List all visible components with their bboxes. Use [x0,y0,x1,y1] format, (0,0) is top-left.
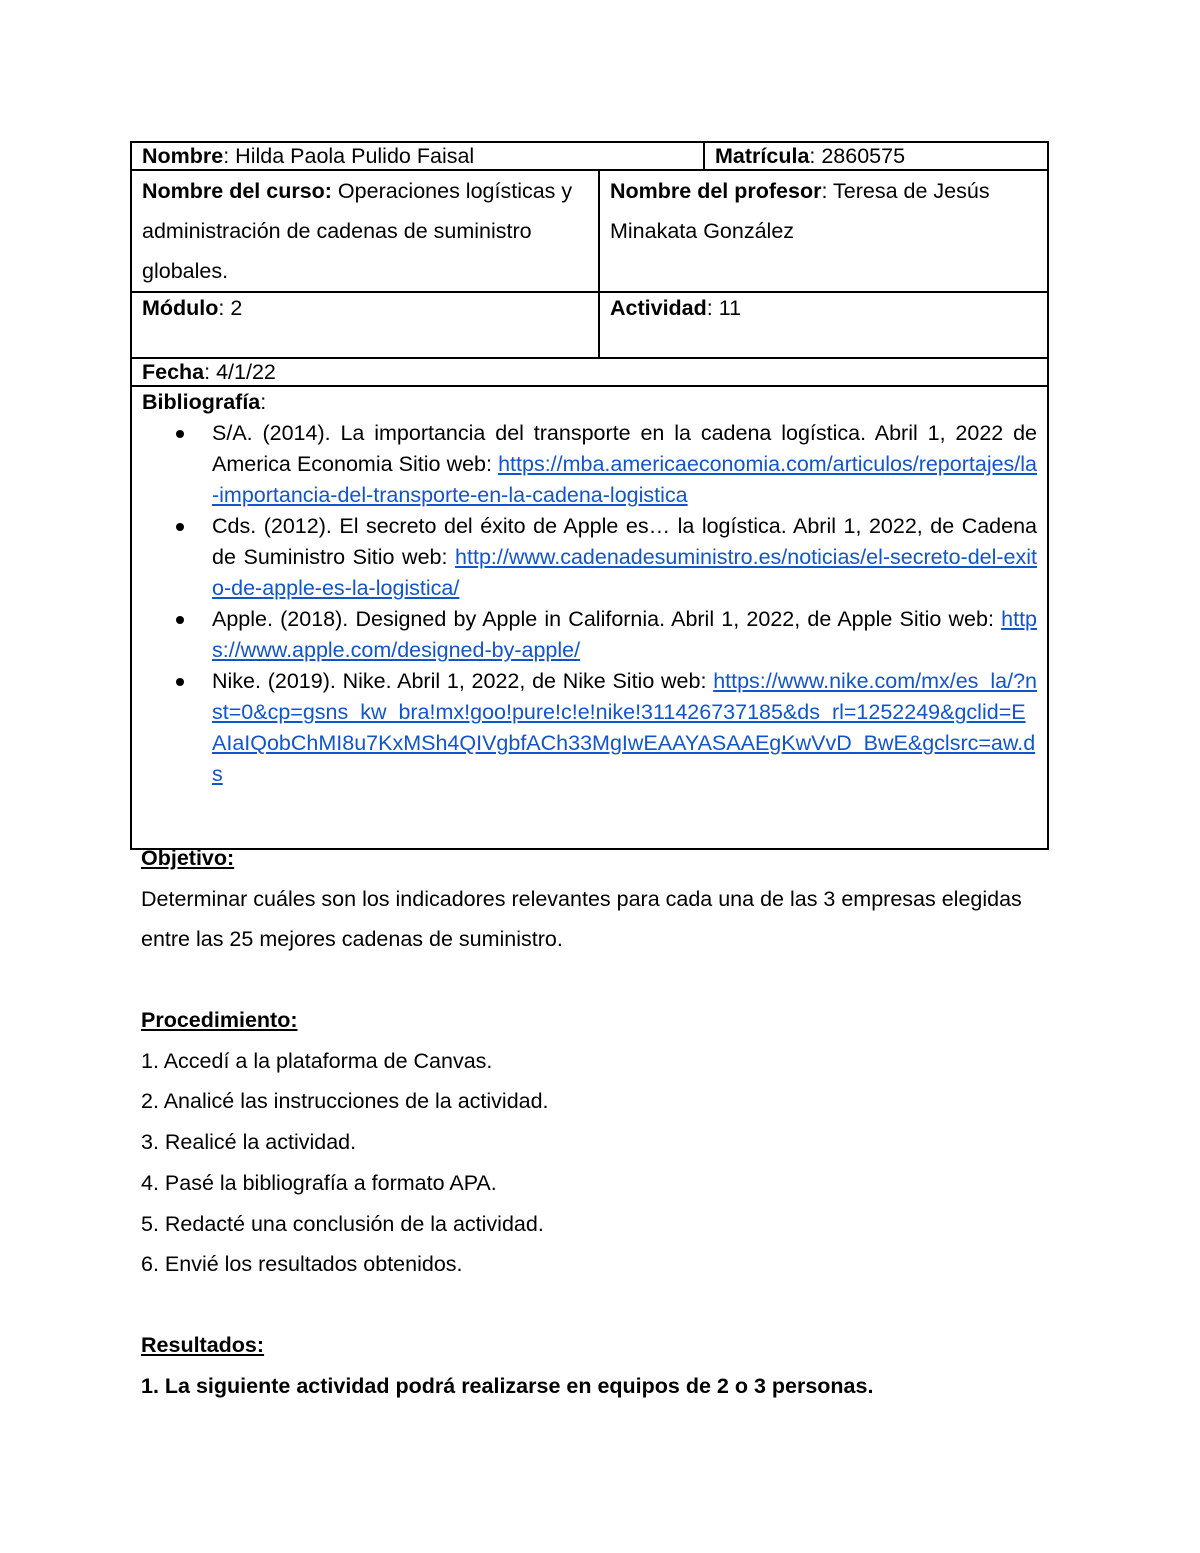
modulo-value: : 2 [218,296,243,320]
actividad-label: Actividad [610,296,707,320]
bibliography-text: Apple. (2018). Designed by Apple in California. Abril 1, 2022, de Apple Sitio web: [212,607,1002,631]
nombre-value: : Hilda Paola Pulido Faisal [223,144,475,168]
bibliography-item [212,511,1037,604]
bibliography-item [212,418,1037,511]
resultados-item: 1. La siguiente actividad podrá realizarse en equipos de 2 o 3 personas. [141,1373,874,1398]
procedimiento-step: 5. Redacté una conclusión de la actividad. [141,1211,544,1236]
bibliography-text: S/A. (2014). La importancia del transporte en la cadena logística. Abril 1, 2022 de America Economia Sitio web: [212,421,1038,476]
profesor-label: Nombre del profesor [610,179,822,203]
procedimiento-step: 1. Accedí a la plataforma de Canvas. [141,1048,493,1073]
matricula-label: Matrícula [715,144,810,168]
bibliography-link[interactable]: https://mba.americaeconomia.com/articulos/reportajes/la-importancia-del-transporte-en-la-cadena-logistica [212,452,1038,507]
procedimiento-section [141,1000,1041,1285]
bibliography-text: Cds. (2012). El secreto del éxito de Apple es… la logística. Abril 1, 2022, de Cadena de Suministro Sitio web: [212,514,1038,569]
objetivo-section [141,838,1041,960]
procedimiento-step: 6. Envié los resultados obtenidos. [141,1252,463,1277]
objetivo-heading: Objetivo: [141,846,235,870]
modulo-cell [131,292,599,358]
procedimiento-step: 2. Analicé las instrucciones de la actividad. [141,1089,549,1114]
curso-cell [131,170,599,292]
bibliografia-colon: : [260,390,267,414]
nombre-cell [131,142,704,170]
matricula-value: : 2860575 [809,144,906,168]
fecha-label: Fecha [142,360,205,384]
document-page [130,141,1047,850]
bibliography-item [212,666,1037,790]
bibliography-list [142,418,1037,790]
header-table [130,141,1049,850]
resultados-section [141,1325,1041,1406]
bibliography-link[interactable]: https://www.nike.com/mx/es_la/?nst=0&cp=gsns_kw_bra!mx!goo!pure!c!e!nike!311426737185&ds_rl=1252249&gclid=EAIaIQobChMI8u7KxMSh4QIVgbfACh33MgIwEAAYASAAEgKwVvD_BwE&gclsrc=aw.ds [212,669,1038,786]
procedimiento-step: 3. Realicé la actividad. [141,1130,357,1155]
actividad-value: : 11 [706,296,742,320]
curso-label: Nombre del curso: [142,179,332,203]
bibliografia-label: Bibliografía [142,390,261,414]
fecha-cell [131,358,1048,386]
fecha-value: : 4/1/22 [204,360,276,384]
profesor-cell [599,170,1048,292]
profesor-value: : Teresa de Jesús Minakata González [610,179,990,243]
bibliography-item [212,604,1037,666]
modulo-label: Módulo [142,296,219,320]
resultados-heading: Resultados: [141,1333,265,1357]
bibliography-text: Nike. (2019). Nike. Abril 1, 2022, de Nike Sitio web: [212,669,714,693]
matricula-cell [704,142,1048,170]
objetivo-text: Determinar cuáles son los indicadores relevantes para cada una de las 3 empresas elegidas entre las 25 mejores cadenas de suministro. [141,886,1022,952]
curso-value: Operaciones logísticas y administración de cadenas de suministro globales. [142,179,573,283]
nombre-label: Nombre [142,144,224,168]
actividad-cell [599,292,1048,358]
procedimiento-heading: Procedimiento: [141,1008,298,1032]
bibliography-link[interactable]: http://www.cadenadesuministro.es/noticias/el-secreto-del-exito-de-apple-es-la-logistica/ [212,545,1038,600]
bibliography-link[interactable]: https://www.apple.com/designed-by-apple/ [212,607,1038,662]
procedimiento-step: 4. Pasé la bibliografía a formato APA. [141,1170,497,1195]
bibliografia-cell [131,386,1048,849]
